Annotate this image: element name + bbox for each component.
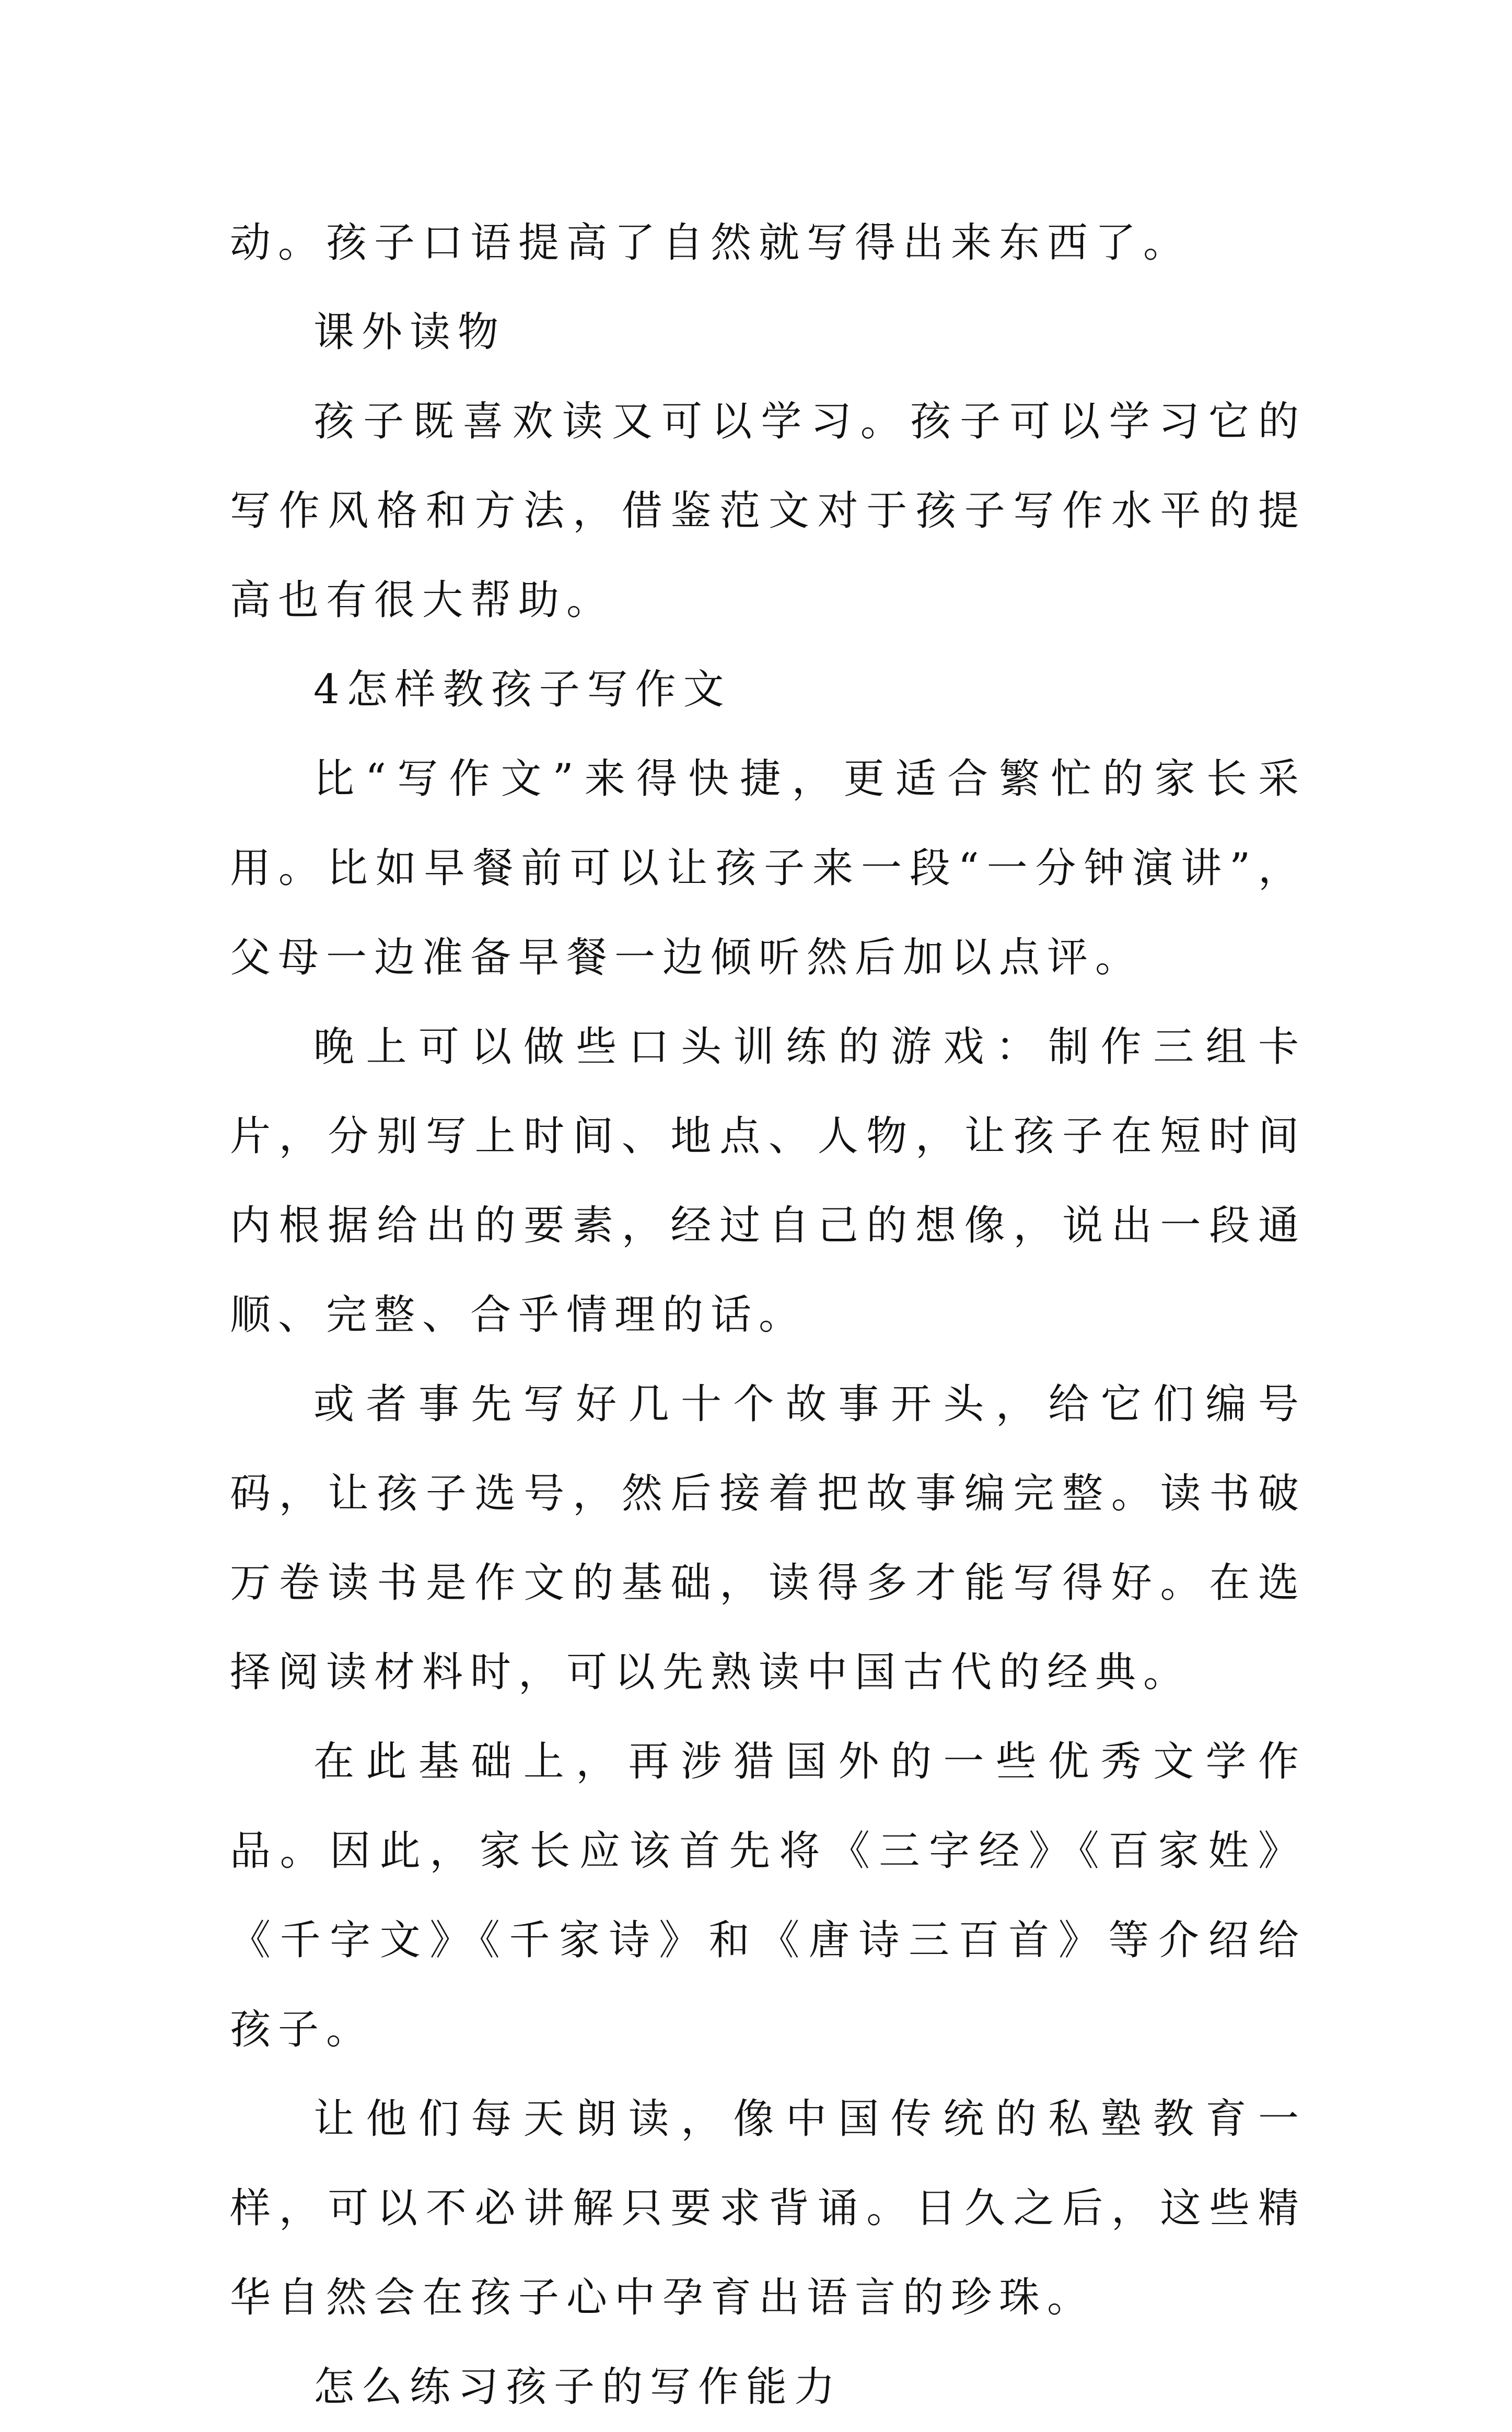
paragraph-reading-benefits: 孩子既喜欢读又可以学习。孩子可以学习它的写作风格和方法，借鉴范文对于孩子写作水平的提高也有很大帮助。 <box>230 398 1306 624</box>
paragraph-story-openings: 或者事先写好几十个故事开头，给它们编号码，让孩子选号，然后接着把故事编完整。读书破万卷读书是作文的基础，读得多才能写得好。在选择阅读材料时，可以先熟读中国古代的经典。 <box>230 1381 1306 1696</box>
heading-extracurricular-reading: 课外读物 <box>313 309 506 356</box>
paragraph-card-game: 晚上可以做些口头训练的游戏：制作三组卡片，分别写上时间、地点、人物，让孩子在短时间内根据给出的要素，经过自己的想像，说出一段通顺、完整、合乎情理的话。 <box>230 1023 1306 1339</box>
paragraph-continuation: 动。孩子口语提高了自然就写得出来东西了。 <box>230 219 1192 266</box>
paragraph-classics: 在此基础上，再涉猎国外的一些优秀文学作品。因此，家长应该首先将《三字经》《百家姓》《千字文》《千家诗》和《唐诗三百首》等介绍给孩子。 <box>230 1738 1306 2053</box>
heading-how-to-teach-writing: 4怎样教孩子写作文 <box>313 666 731 713</box>
paragraph-daily-recitation: 让他们每天朗读，像中国传统的私塾教育一样，可以不必讲解只要求背诵。日久之后，这些精华自然会在孩子心中孕育出语言的珍珠。 <box>230 2096 1306 2321</box>
document-body <box>230 199 1306 2432</box>
heading-practice-writing: 怎么练习孩子的写作能力 <box>313 2364 843 2411</box>
paragraph-one-minute-speech: 比“写作文”来得快捷，更适合繁忙的家长采用。比如早餐前可以让孩子来一段“一分钟演讲”，父母一边准备早餐一边倾听然后加以点评。 <box>230 755 1306 981</box>
